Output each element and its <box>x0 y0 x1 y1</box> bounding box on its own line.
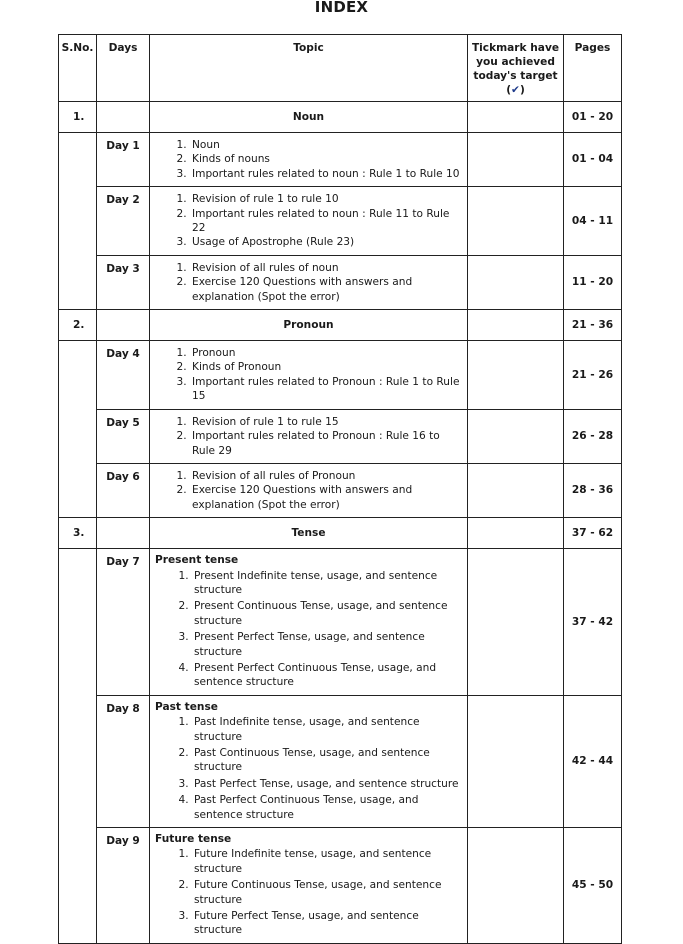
topic-block <box>150 549 467 695</box>
tickmark-cell[interactable] <box>468 463 564 517</box>
topic-block <box>150 828 467 943</box>
day-row <box>59 187 622 256</box>
list-item: 2. Past Continuous Tense, usage, and sentence structure <box>192 745 459 776</box>
day-pages: 28 - 36 <box>564 463 622 517</box>
day-pages: 21 - 26 <box>564 341 622 410</box>
day-label: Day 1 <box>97 133 150 187</box>
chapter-row <box>59 102 622 133</box>
checkmark-icon: ✔ <box>511 84 520 96</box>
tickmark-cell[interactable] <box>468 549 564 696</box>
topic-list <box>150 410 467 463</box>
topic-cell <box>150 133 468 187</box>
list-item: 3. Important rules related to noun : Rule 1 to Rule 10 <box>190 167 463 181</box>
tickmark-cell[interactable] <box>468 255 564 309</box>
page-title: INDEX <box>314 0 369 16</box>
day-label: Day 2 <box>97 187 150 256</box>
chapter-number: 1. <box>59 102 97 133</box>
topic-cell <box>150 695 468 827</box>
topic-cell <box>150 828 468 944</box>
chapter-pages: 01 - 20 <box>564 102 622 133</box>
topic-list <box>150 256 467 309</box>
header-tickmark <box>468 35 564 102</box>
tickmark-cell[interactable] <box>468 695 564 827</box>
list-item: 2. Exercise 120 Questions with answers and explanation (Spot the error) <box>190 275 463 304</box>
topic-cell <box>150 341 468 410</box>
list-item: 1. Past Indefinite tense, usage, and sentence structure <box>192 714 459 745</box>
list-item: 2. Kinds of Pronoun <box>190 360 463 374</box>
tickmark-cell[interactable] <box>468 409 564 463</box>
list-item: 1. Revision of all rules of Pronoun <box>190 469 463 483</box>
tickmark-cell[interactable] <box>468 102 564 133</box>
topic-block <box>150 696 467 827</box>
day-row <box>59 463 622 517</box>
header-sno: S.No. <box>59 35 97 102</box>
chapter-number: 3. <box>59 518 97 549</box>
list-item: 2. Important rules related to Pronoun : Rule 16 to Rule 29 <box>190 429 463 458</box>
day-row <box>59 828 622 944</box>
list-item: 2. Kinds of nouns <box>190 152 463 166</box>
index-body <box>59 102 622 944</box>
chapter-pages: 21 - 36 <box>564 310 622 341</box>
chapter-day-empty <box>97 310 150 341</box>
topic-list <box>150 187 467 255</box>
day-pages: 11 - 20 <box>564 255 622 309</box>
day-pages: 01 - 04 <box>564 133 622 187</box>
list-item: 1. Present Indefinite tense, usage, and sentence structure <box>192 568 459 599</box>
sno-empty-cell <box>59 341 97 518</box>
topic-list <box>154 568 463 691</box>
topic-list <box>150 341 467 409</box>
tickmark-cell[interactable] <box>468 187 564 256</box>
day-label: Day 3 <box>97 255 150 309</box>
tickmark-cell[interactable] <box>468 310 564 341</box>
section-title: Future tense <box>155 833 232 846</box>
sno-empty-cell <box>59 549 97 944</box>
day-label: Day 4 <box>97 341 150 410</box>
list-item: 4. Present Perfect Continuous Tense, usage, and sentence structure <box>192 660 459 691</box>
list-item: 1. Noun <box>190 138 463 152</box>
day-pages: 45 - 50 <box>564 828 622 944</box>
day-label: Day 8 <box>97 695 150 827</box>
list-item: 3. Future Perfect Tense, usage, and sentence structure <box>192 908 459 939</box>
day-row <box>59 409 622 463</box>
list-item: 2. Exercise 120 Questions with answers and explanation (Spot the error) <box>190 483 463 512</box>
list-item: 1. Revision of rule 1 to rule 10 <box>190 192 463 206</box>
list-item: 3. Usage of Apostrophe (Rule 23) <box>190 235 463 249</box>
chapter-title: Tense <box>150 518 468 549</box>
list-item: 3. Important rules related to Pronoun : Rule 1 to Rule 15 <box>190 375 463 404</box>
day-label: Day 6 <box>97 463 150 517</box>
topic-cell <box>150 255 468 309</box>
list-item: 4. Past Perfect Continuous Tense, usage, and sentence structure <box>192 792 459 823</box>
list-item: 1. Revision of all rules of noun <box>190 261 463 275</box>
day-row <box>59 549 622 696</box>
list-item: 1. Future Indefinite tense, usage, and sentence structure <box>192 846 459 877</box>
list-item: 2. Present Continuous Tense, usage, and sentence structure <box>192 598 459 629</box>
header-row <box>59 35 622 102</box>
tickmark-cell[interactable] <box>468 133 564 187</box>
list-item: 1. Pronoun <box>190 346 463 360</box>
topic-cell <box>150 409 468 463</box>
list-item: 3. Past Perfect Tense, usage, and sentence structure <box>192 776 459 792</box>
chapter-day-empty <box>97 518 150 549</box>
topic-list <box>154 846 463 938</box>
chapter-day-empty <box>97 102 150 133</box>
list-item: 1. Revision of rule 1 to rule 15 <box>190 415 463 429</box>
header-tickmark-close: ) <box>519 84 525 96</box>
list-item: 3. Present Perfect Tense, usage, and sentence structure <box>192 629 459 660</box>
section-title: Present tense <box>155 554 239 567</box>
topic-list <box>150 133 467 186</box>
day-label: Day 9 <box>97 828 150 944</box>
chapter-title: Noun <box>150 102 468 133</box>
header-pages: Pages <box>564 35 622 102</box>
tickmark-cell[interactable] <box>468 828 564 944</box>
header-tickmark-label: Tickmark have you achieved today's target ( <box>471 42 560 96</box>
header-days: Days <box>97 35 150 102</box>
day-pages: 42 - 44 <box>564 695 622 827</box>
day-row <box>59 695 622 827</box>
day-pages: 26 - 28 <box>564 409 622 463</box>
tickmark-cell[interactable] <box>468 518 564 549</box>
day-pages: 37 - 42 <box>564 549 622 696</box>
topic-list <box>154 714 463 823</box>
day-row <box>59 133 622 187</box>
day-label: Day 7 <box>97 549 150 696</box>
topic-list <box>150 464 467 517</box>
list-item: 2. Future Continuous Tense, usage, and sentence structure <box>192 877 459 908</box>
topic-cell <box>150 187 468 256</box>
sno-empty-cell <box>59 133 97 310</box>
section-title: Past tense <box>155 700 218 713</box>
topic-cell <box>150 549 468 696</box>
topic-cell <box>150 463 468 517</box>
tickmark-cell[interactable] <box>468 341 564 410</box>
chapter-number: 2. <box>59 310 97 341</box>
day-pages: 04 - 11 <box>564 187 622 256</box>
chapter-title: Pronoun <box>150 310 468 341</box>
day-row <box>59 255 622 309</box>
chapter-pages: 37 - 62 <box>564 518 622 549</box>
day-label: Day 5 <box>97 409 150 463</box>
chapter-row <box>59 310 622 341</box>
list-item: 2. Important rules related to noun : Rule 11 to Rule 22 <box>190 207 463 236</box>
index-table <box>58 34 622 944</box>
chapter-row <box>59 518 622 549</box>
header-topic: Topic <box>150 35 468 102</box>
day-row <box>59 341 622 410</box>
